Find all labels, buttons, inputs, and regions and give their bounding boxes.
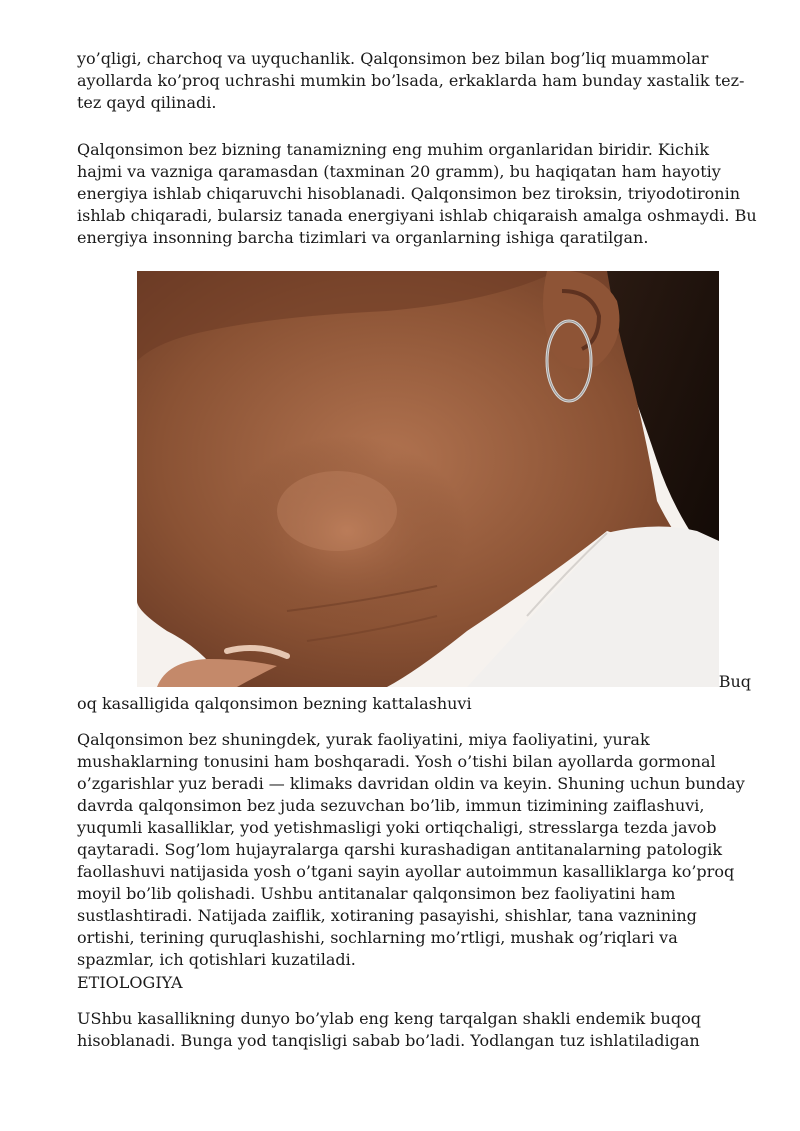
figure-caption-rest: oq kasalligida qalqonsimon bezning kattalashuvi [77,694,472,713]
paragraph-intro-tail: yo’qligi, charchoq va uyquchanlik. Qalqonsimon bez bilan bog’liq muammolar ayollarda ko’proq uchrashi mumkin bo’lsada, erkaklarda ham bunday xastalik tez-tez qayd qilinadi. [77,49,745,112]
figure-caption-start: Buq [718,672,751,691]
paragraph-functions: Qalqonsimon bez shuningdek, yurak faoliyatini, miya faoliyatini, yurak mushaklarning tonusini ham boshqaradi. Yosh o’tishi bilan ayollarda gormonal o’zgarishlar yuz beradi — klimaks davridan oldin va keyin. Shuning uchun bunday davrda qalqonsimon bez juda sezuvchan bo’lib, immun tizimining zaiflashuvi, yuqumli kasalliklar, yod yetishmasligi yoki ortiqchaligi, stresslarga tezda javob qaytaradi. Sog’lom hujayralarga qarshi kurashadigan antitanalarning patologik faollashuvi natijasida yosh o’tgani sayin ayollar autoimmun kasalliklarga ko’proq moyil bo’lib qolishadi. Ushbu antitanalar qalqonsimon bez faoliyatini ham sustlashtiradi. Natijada zaiflik, xotiraning pasayishi, shishlar, tana vaznining ortishi, terining quruqlashishi, sochlarning mo’rtligi, mushak og’riqlari va spazmlar, ich qotishlari kuzatiladi. [77,730,745,969]
paragraph-importance: Qalqonsimon bez bizning tanamizning eng muhim organlaridan biridir. Kichik hajmi va vazniga qaramasdan (taxminan 20 gramm), bu haqiqatan ham hayotiy energiya ishlab chiqaruvchi hisoblanadi. Qalqonsimon bez tiroksin, triyodotironin ishlab chiqaradi, bularsiz tanada energiyani ishlab chiqaraish amalga oshmaydi. Bu energiya insonning barcha tizimlari va organlarning ishiga qaratilgan. [77,140,757,247]
section-heading: ETIOLOGIYA [77,973,183,992]
goiter-photo [137,271,719,687]
paragraph-etiology: UShbu kasallikning dunyo bo’ylab eng keng tarqalgan shakli endemik buqoq hisoblanadi. Bunga yod tanqisligi sabab bo’ladi. Yodlangan tuz ishlatiladigan [77,1009,701,1050]
